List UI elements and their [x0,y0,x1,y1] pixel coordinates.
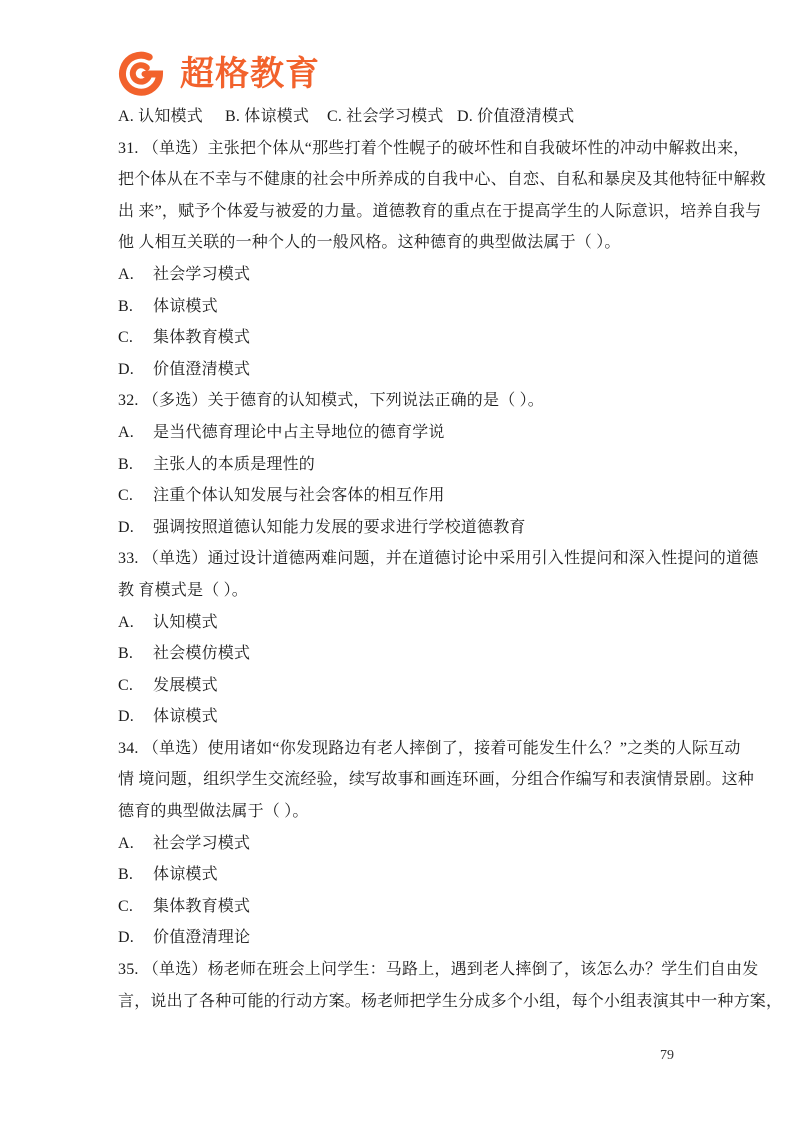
option-label: C. [118,329,134,347]
question-stem-line: 教 育模式是（ ）。 [118,581,249,599]
question-option-line [118,291,780,323]
option-text: 注重个体认知发展与社会客体的相互作用 [153,487,445,505]
option-label: D. [118,518,134,536]
option-label: A. [118,265,134,283]
question-block [118,733,780,954]
question-stem-line: 情 境问题，组织学生交流经验，续写故事和画连环画，分组合作编写和表演情景剧。这种 [118,771,755,789]
question-stem-line: 他 人相互关联的一种个人的一般风格。这种德育的典型做法属于（ ）。 [118,234,621,252]
question-option-line [118,859,780,891]
question-option-line [118,417,780,449]
question-content [118,101,783,1017]
brand-header [116,47,320,101]
option-label: C. [118,487,134,505]
option-label: B. [118,455,134,473]
page-number: 79 [660,1048,674,1063]
question-stem-line: 德育的典型做法属于（ ）。 [118,803,309,821]
question-stem-line: 把个体从在不幸与不健康的社会中所养成的自我中心、自恋、自私和暴戾及其他特征中解救 [118,171,767,189]
option-label: B. [118,866,134,884]
option-text: 价值澄清模式 [153,360,251,378]
option-label: C. [118,676,134,694]
brand-logo-icon [116,48,168,100]
options-row-item: B. 体谅模式 [225,108,310,125]
option-text: 价值澄清理论 [153,929,251,947]
option-text: 体谅模式 [153,297,218,315]
option-text: 社会模仿模式 [153,645,251,663]
options-row-item: D. 价值澄清模式 [457,108,575,125]
question-option-line [118,922,780,954]
option-label: B. [118,645,134,663]
question-block [118,133,780,386]
option-text: 体谅模式 [153,708,218,726]
question-stem-line: 出 来”，赋予个体爱与被爱的力量。道德教育的重点在于提高学生的人际意识，培养自我与 [118,202,762,220]
option-label: A. [118,423,134,441]
question-option-line [118,891,780,923]
option-label: D. [118,929,134,947]
question-block [118,385,780,543]
question-option-line [118,259,780,291]
question-stem-line: 31. （单选）主张把个体从“那些打着个性幌子的破坏性和自我破坏性的冲动中解救出来， [118,139,750,157]
option-text: 是当代德育理论中占主导地位的德育学说 [153,423,445,441]
option-text: 认知模式 [153,613,218,631]
question-option-line [118,449,780,481]
question-stem-line: 34. （单选）使用诸如“你发现路边有老人摔倒了，接着可能发生什么？”之类的人际互动 [118,739,741,757]
option-text: 集体教育模式 [153,897,251,915]
option-text: 集体教育模式 [153,329,251,347]
question-stem-line: 33. （单选）通过设计道德两难问题，并在道德讨论中采用引入性提问和深入性提问的道德 [118,550,759,568]
leading-options-row [118,101,780,133]
question-option-line [118,607,780,639]
question-stem-line: 35. （单选）杨老师在班会上问学生：马路上，遇到老人摔倒了，该怎么办？学生们自由发 [118,961,759,979]
question-option-line [118,322,780,354]
question-stem-line: 32. （多选）关于德育的认知模式，下列说法正确的是（ ）。 [118,392,545,410]
option-label: D. [118,360,134,378]
question-option-line [118,638,780,670]
option-label: A. [118,613,134,631]
question-block [118,954,783,1017]
option-text: 社会学习模式 [153,834,251,852]
question-option-line [118,701,780,733]
option-label: C. [118,897,134,915]
question-option-line [118,828,780,860]
question-stem-line: 言，说出了各种可能的行动方案。杨老师把学生分成多个小组，每个小组表演其中一种方案， [118,992,783,1010]
option-label: B. [118,297,134,315]
question-block [118,543,780,733]
option-label: D. [118,708,134,726]
question-option-line [118,512,780,544]
option-text: 主张人的本质是理性的 [153,455,316,473]
option-text: 发展模式 [153,676,218,694]
option-text: 强调按照道德认知能力发展的要求进行学校道德教育 [153,518,526,536]
question-option-line [118,480,780,512]
questions-list [118,133,783,1018]
option-text: 社会学习模式 [153,265,251,283]
option-text: 体谅模式 [153,866,218,884]
option-label: A. [118,834,134,852]
options-row-item: A. 认知模式 [118,108,203,125]
options-row-item: C. 社会学习模式 [327,108,444,125]
brand-logo-text: 超格教育 [180,55,320,93]
question-option-line [118,670,780,702]
question-option-line [118,354,780,386]
